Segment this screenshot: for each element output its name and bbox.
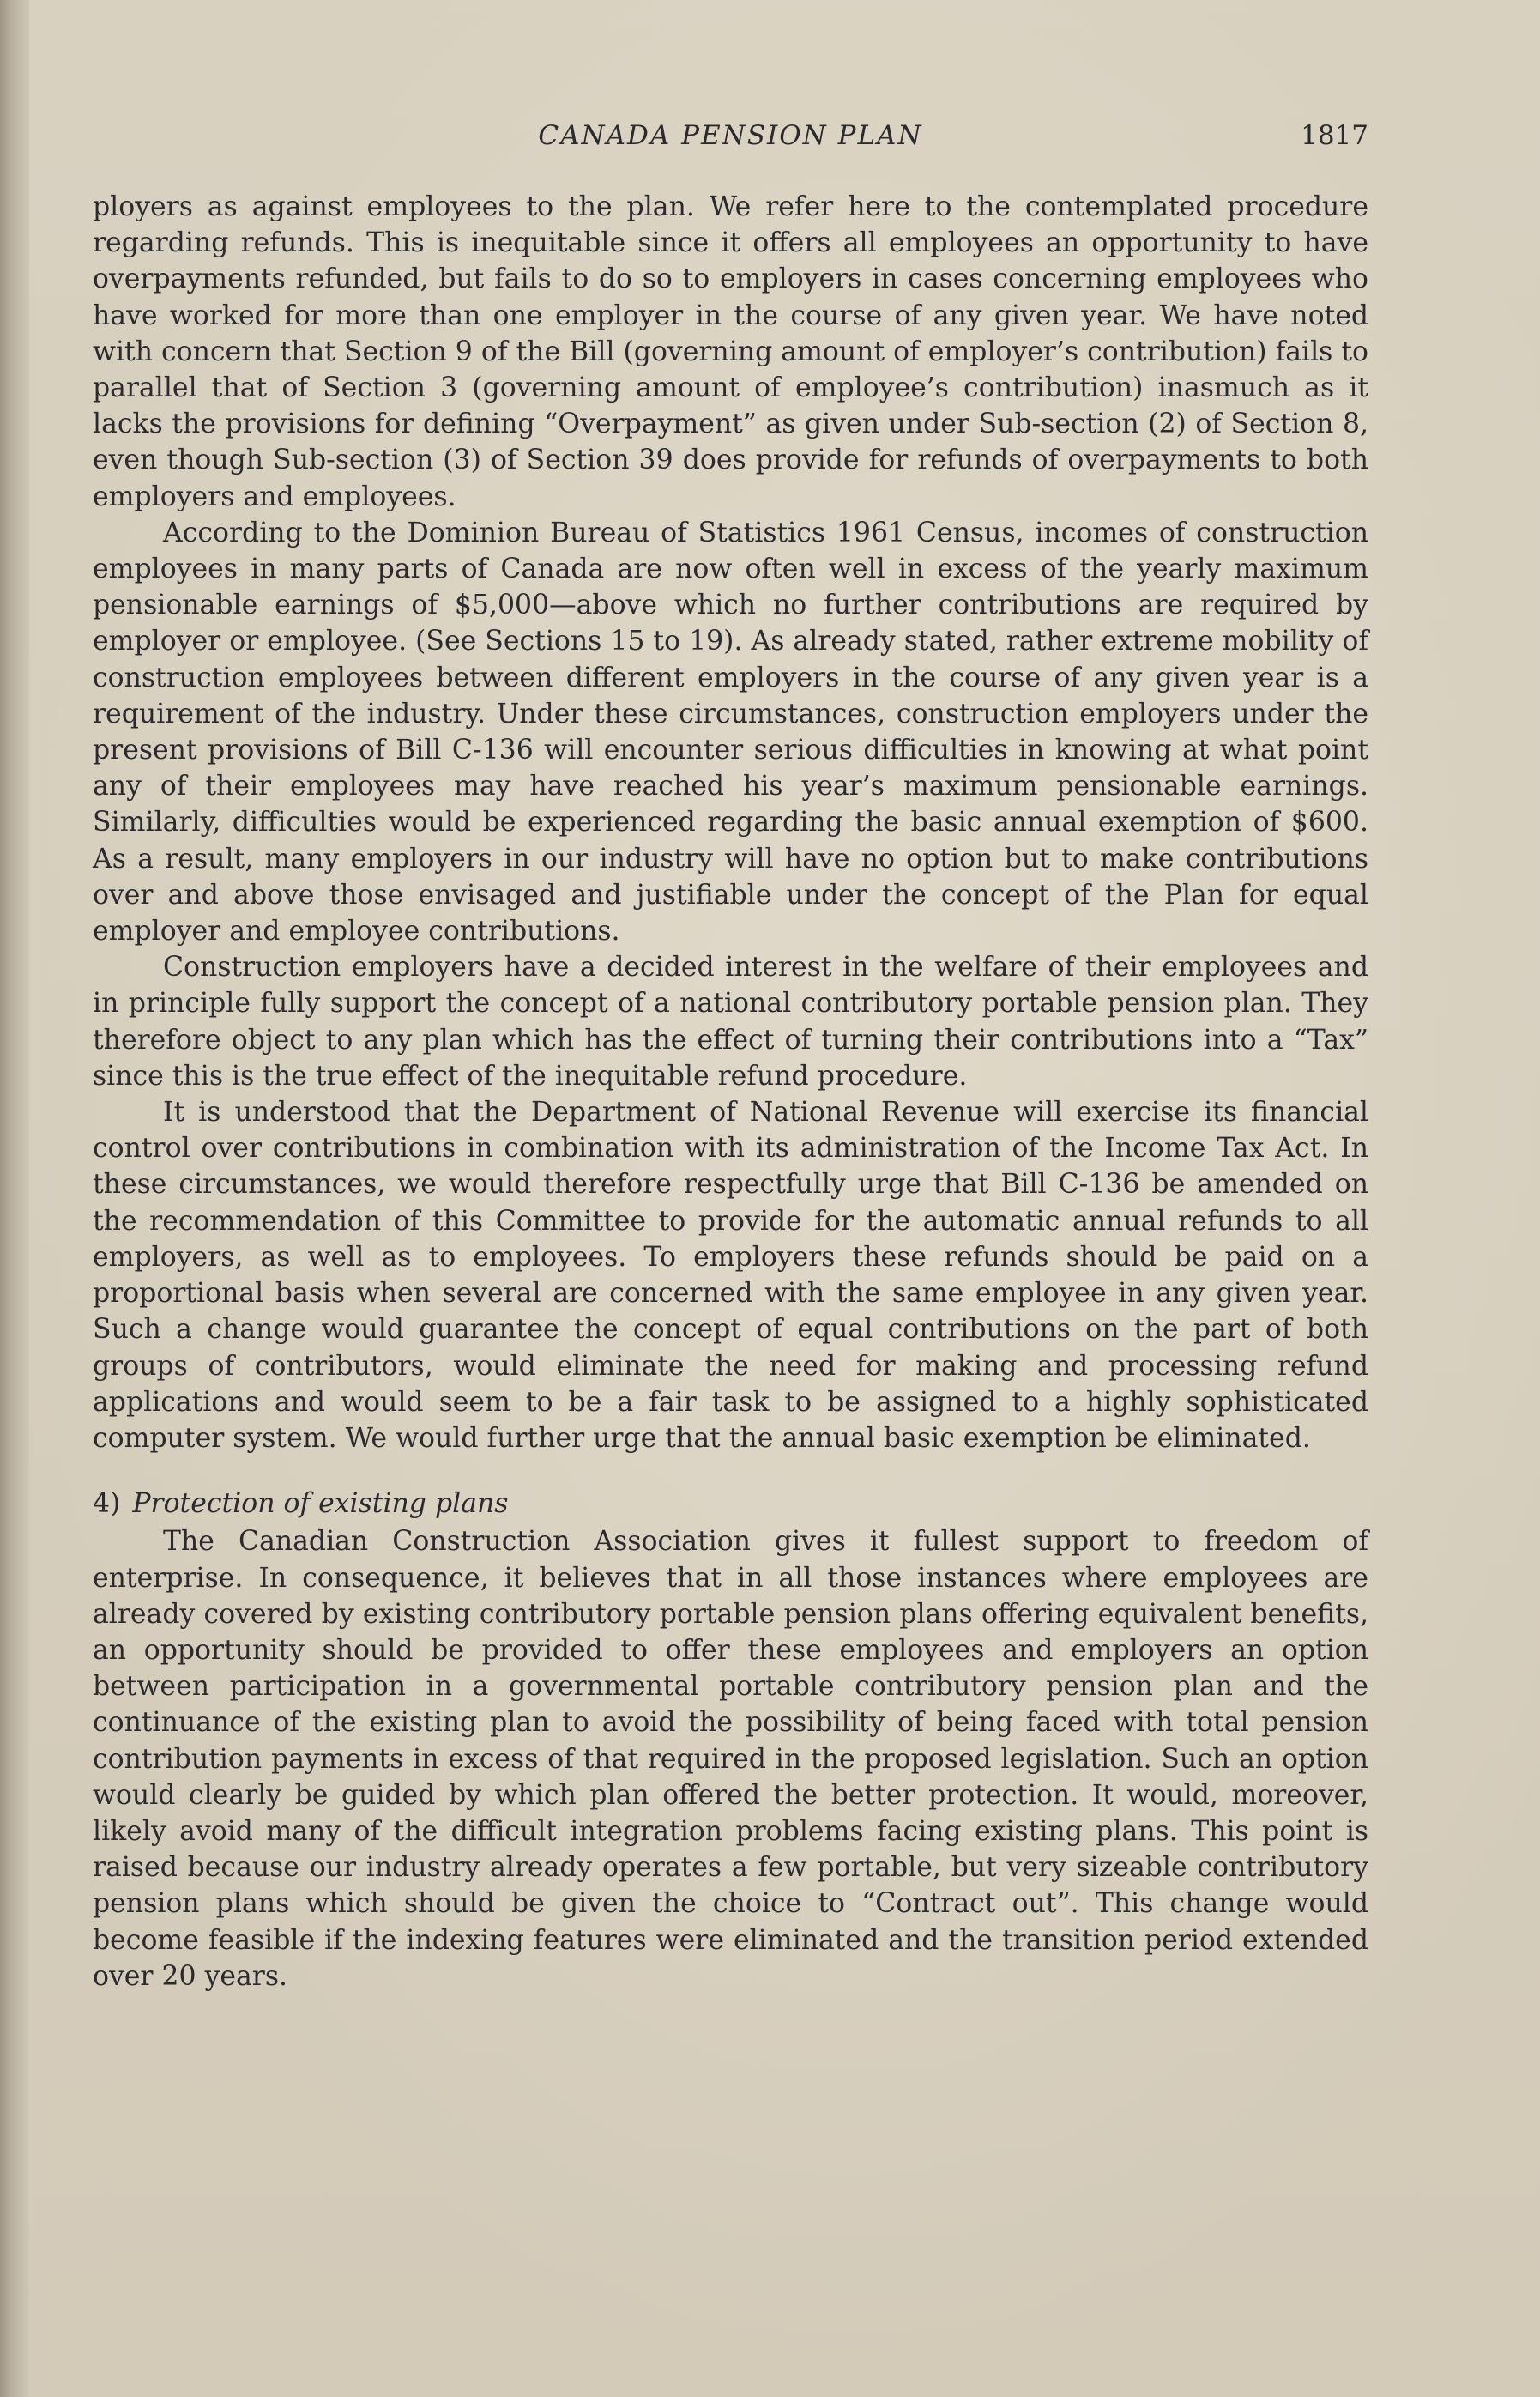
paragraph-employer-interest: Construction employers have a decided interest in the welfare of their employees and in principle fully support the concept of a national contributory portable pension plan. They therefore object to any plan which has the effect of turning their contributions into a “Tax” since this is the true effect of the inequitable refund procedure. [93, 952, 1368, 1092]
page-number: 1817 [1301, 120, 1368, 151]
paragraph-continued: ployers as against employees to the plan. We refer here to the contemplated procedure regarding refunds. This is inequitable since it offers all employees an opportunity to have overpayments refunded, but fails to do so to employers in cases concerning employees who have worked for more than one employer in the course of any given year. We have noted with concern that Section 9 of the Bill (governing amount of employer’s contribution) fails to parallel that of Section 3 (governing amount of employee’s contribution) inasmuch as it lacks the provisions for defining “Overpayment” as given under Sub-section (2) of Section 8, even though Sub-section (3) of Section 39 does provide for refunds of overpayments to both employers and employees. [93, 191, 1368, 512]
section-title: Protection of existing plans [132, 1488, 509, 1520]
running-title: CANADA PENSION PLAN [538, 120, 923, 151]
paragraph-census-incomes: According to the Dominion Bureau of Statistics 1961 Census, incomes of construction employees in many parts of Canada are now often well in excess of the yearly maximum pensionable earnings of $5,000—above which no further contributions are required by employer or employee. (See Sections 15 to 19). As already stated, rather extreme mobility of construction employees between different employers in the course of any given year is a requirement of the industry. Under these circumstances, construction employers under the present provisions of Bill C-136 will encounter serious difficulties in knowing at what point any of their employees may have reached his year’s maximum pensionable earnings. Similarly, difficulties would be experienced regarding the basic annual exemption of $600. As a result, many employers in our industry will have no option but to make contributions over and above those envisaged and justifiable under the concept of the Plan for equal employer and employee contributions. [93, 517, 1368, 947]
body-text [93, 189, 1368, 1994]
page-header [93, 117, 1368, 154]
page-binding-edge [0, 0, 29, 2397]
section-number: 4) [93, 1488, 121, 1520]
paragraph-refund-recommendation: It is understood that the Department of National Revenue will exercise its financial control over contributions in combination with its administration of the Income Tax Act. In these circumstances, we would therefore respectfully urge that Bill C-136 be amended on the recommendation of this Committee to provide for the automatic annual refunds to all employers, as well as to employees. To employers these refunds should be paid on a proportional basis when several are concerned with the same employee in any given year. Such a change would guarantee the concept of equal contributions on the part of both groups of contributors, would eliminate the need for making and processing refund applications and would seem to be a fair task to be assigned to a highly sophisticated computer system. We would further urge that the annual basic exemption be eliminated. [93, 1097, 1368, 1454]
section-heading [93, 1486, 1368, 1522]
paragraph-existing-plans: The Canadian Construction Association gives it fullest support to freedom of enterprise. In consequence, it believes that in all those instances where employees are already covered by existing contributory portable pension plans offering equivalent benefits, an opportunity should be provided to offer these employees and employers an option between participation in a governmental portable contributory pension plan and the continuance of the existing plan to avoid the possibility of being faced with total pension contribution payments in excess of that required in the proposed legislation. Such an option would clearly be guided by which plan offered the better protection. It would, moreover, likely avoid many of the difficult integration problems facing existing plans. This point is raised because our industry already operates a few portable, but very sizeable contributory pension plans which should be given the choice to “Contract out”. This change would become feasible if the indexing features were eliminated and the transition period extended over 20 years. [93, 1526, 1368, 1992]
